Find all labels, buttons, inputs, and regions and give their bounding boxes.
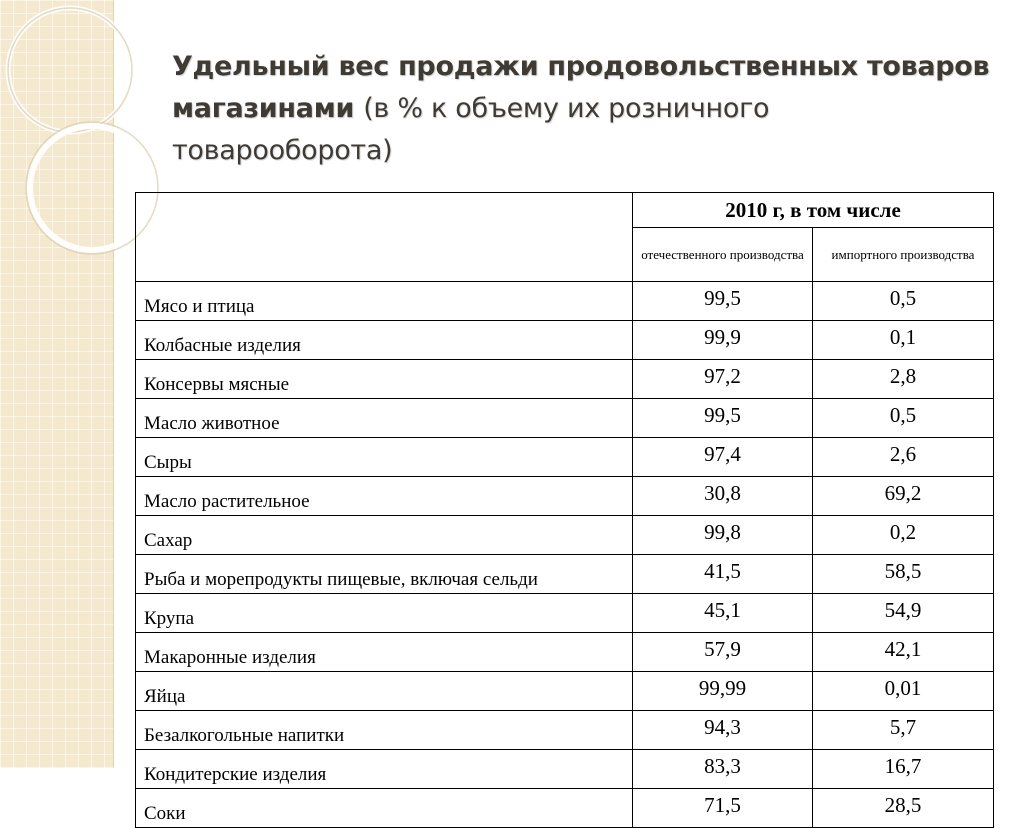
row-label: Сыры [136,438,633,477]
table-row [136,711,994,750]
domestic-value: 94,3 [633,711,813,750]
table-row [136,672,994,711]
import-value: 2,8 [813,360,994,399]
domestic-value: 83,3 [633,750,813,789]
slide-title-normal: (в % к объему их розничного товарооборота) [172,93,770,166]
import-value: 5,7 [813,711,994,750]
import-value: 0,5 [813,399,994,438]
table-row [136,516,994,555]
row-label: Масло растительное [136,477,633,516]
domestic-value: 45,1 [633,594,813,633]
import-value: 58,5 [813,555,994,594]
row-label: Консервы мясные [136,360,633,399]
table-row [136,399,994,438]
import-value: 0,1 [813,321,994,360]
domestic-value: 99,5 [633,282,813,321]
row-label: Макаронные изделия [136,633,633,672]
slide-title-bold: Удельный вес продажи продовольственных товаров магазинами [172,51,990,124]
table-row [136,750,994,789]
row-label: Колбасные изделия [136,321,633,360]
domestic-value: 30,8 [633,477,813,516]
table-corner-cell [136,193,633,282]
domestic-value: 99,99 [633,672,813,711]
domestic-value: 41,5 [633,555,813,594]
row-label: Крупа [136,594,633,633]
table-row [136,594,994,633]
row-label: Безалкогольные напитки [136,711,633,750]
domestic-value: 57,9 [633,633,813,672]
row-label: Мясо и птица [136,282,633,321]
table-row [136,477,994,516]
import-value: 0,01 [813,672,994,711]
import-value: 0,2 [813,516,994,555]
domestic-value: 97,2 [633,360,813,399]
table-body [136,282,994,828]
table-row [136,321,994,360]
import-value: 69,2 [813,477,994,516]
row-label: Сахар [136,516,633,555]
sales-share-table [135,192,994,828]
domestic-value: 99,5 [633,399,813,438]
domestic-value: 71,5 [633,789,813,828]
row-label: Кондитерские изделия [136,750,633,789]
table-row [136,789,994,828]
import-value: 2,6 [813,438,994,477]
row-label: Соки [136,789,633,828]
import-column-header: импортного производства [813,228,994,282]
row-label: Масло животное [136,399,633,438]
table-row [136,282,994,321]
table-row [136,633,994,672]
domestic-value: 99,9 [633,321,813,360]
import-value: 0,5 [813,282,994,321]
table-row [136,438,994,477]
domestic-column-header: отечественного производства [633,228,813,282]
table-row [136,555,994,594]
import-value: 42,1 [813,633,994,672]
domestic-value: 99,8 [633,516,813,555]
import-value: 54,9 [813,594,994,633]
domestic-value: 97,4 [633,438,813,477]
slide-title [172,46,992,172]
table-row [136,360,994,399]
import-value: 16,7 [813,750,994,789]
row-label: Яйца [136,672,633,711]
row-label: Рыба и морепродукты пищевые, включая сельди [136,555,633,594]
group-header: 2010 г, в том числе [633,193,994,228]
import-value: 28,5 [813,789,994,828]
